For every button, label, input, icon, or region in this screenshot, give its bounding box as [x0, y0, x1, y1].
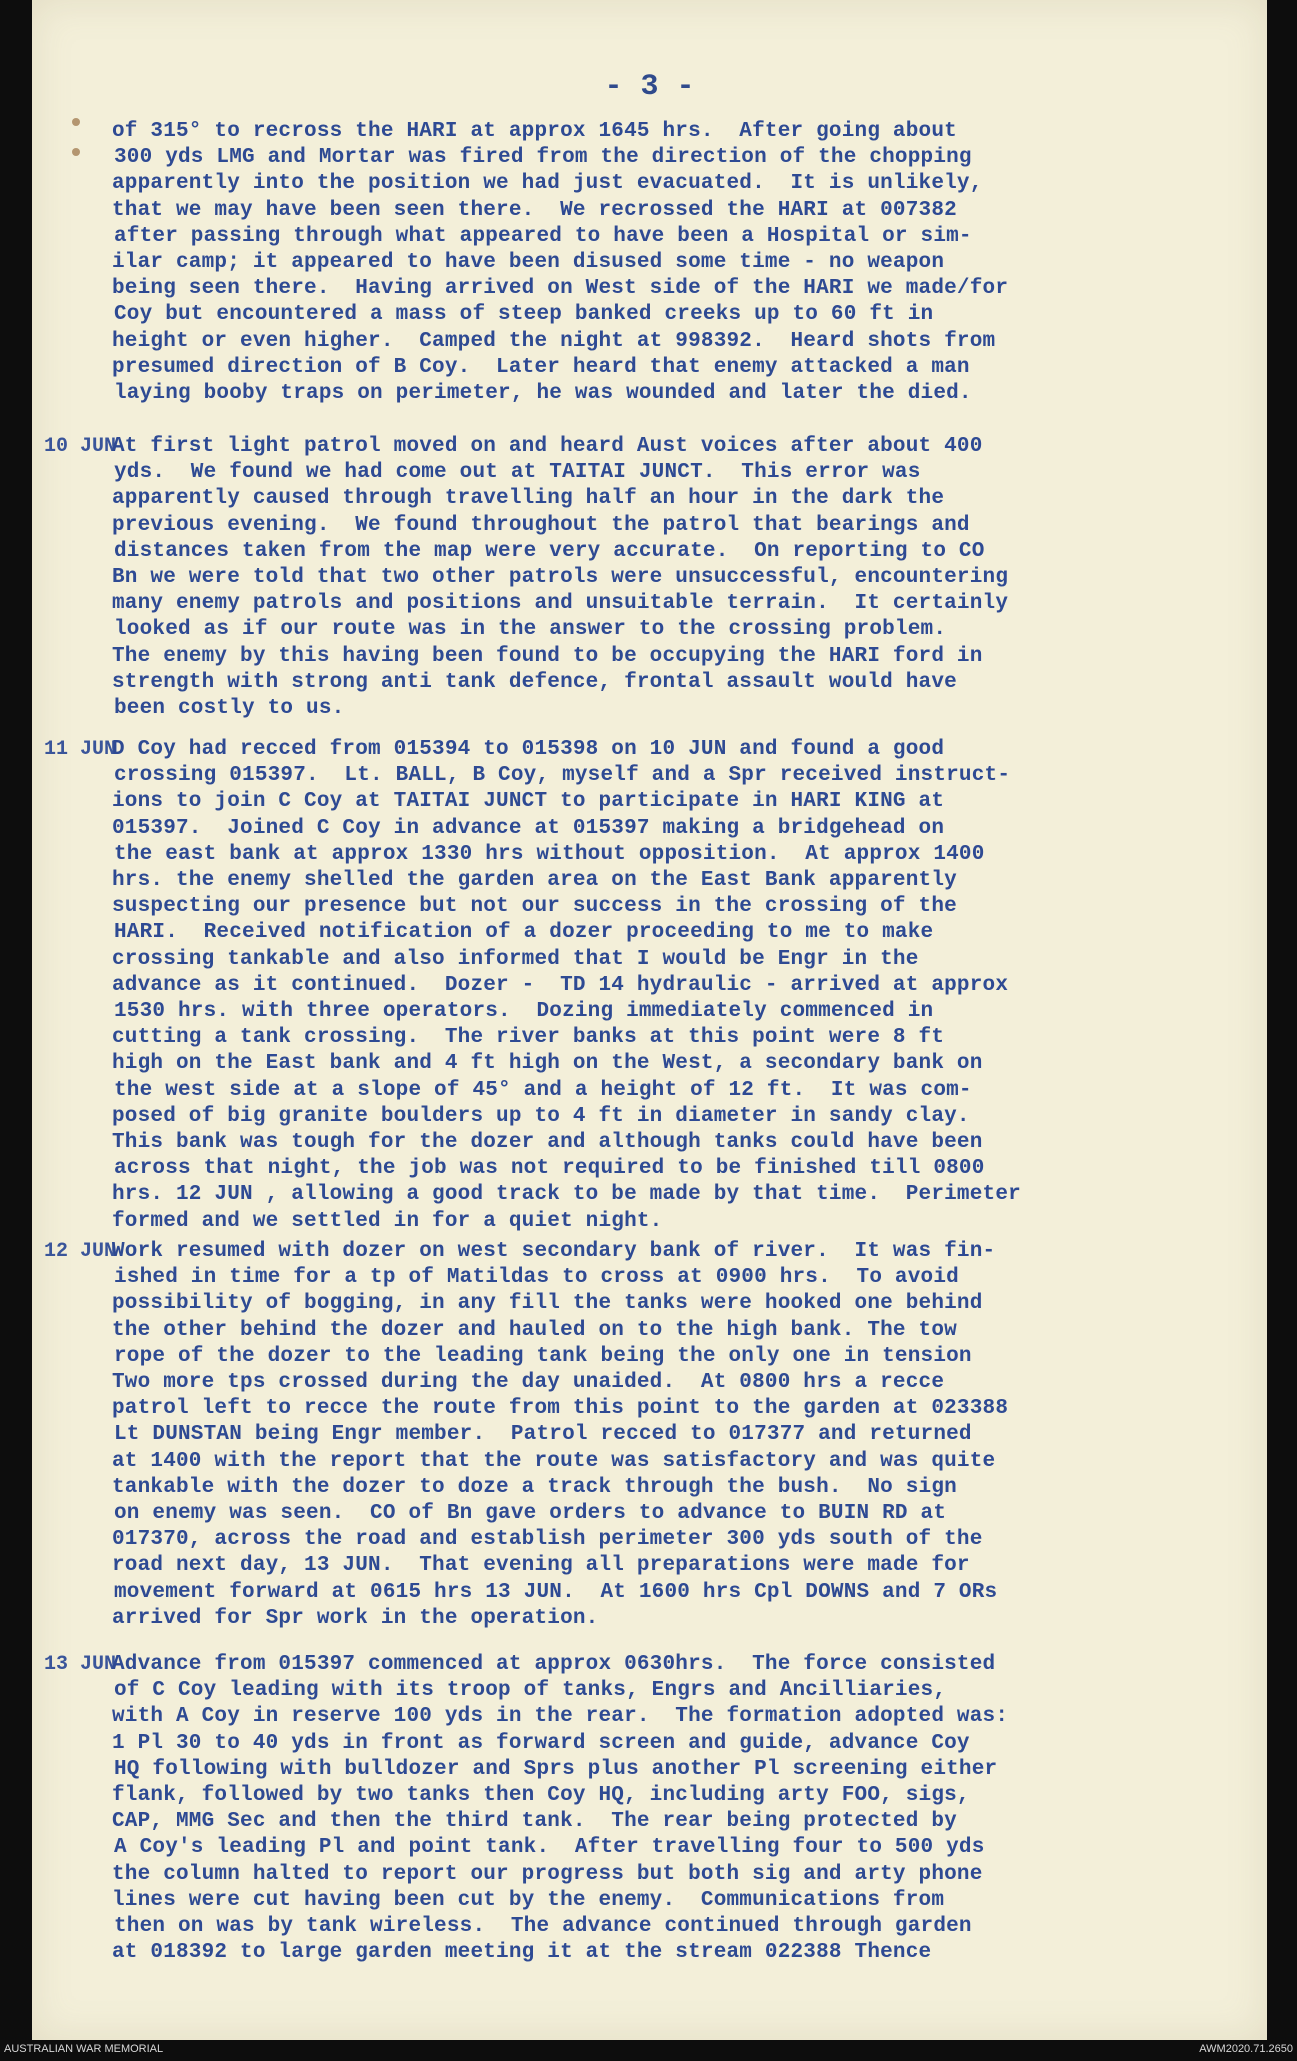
archive-reference: AWM2020.71.2650 — [1199, 2043, 1293, 2055]
text-line: HARI. Received notification of a dozer proceeding to me to make — [114, 921, 934, 945]
text-line: CAP, MMG Sec and then the third tank. The rear being protected by — [112, 1810, 957, 1834]
text-line: HQ following with bulldozer and Sprs plus another Pl screening either — [114, 1757, 998, 1781]
text-line: 1 Pl 30 to 40 yds in front as forward screen and guide, advance Coy — [112, 1731, 970, 1755]
text-line: presumed direction of B Coy. Later heard that enemy attacked a man — [112, 355, 970, 379]
text-line: across that night, the job was not required to be finished till 0800 — [114, 1157, 985, 1181]
text-line: hrs. the enemy shelled the garden area on the East Bank apparently — [112, 869, 957, 892]
text-line: advance as it continued. Dozer - TD 14 hydraulic - arrived at approx — [112, 973, 1009, 997]
text-line: At first light patrol moved on and heard Aust voices after about 400 — [112, 435, 983, 458]
text-line: previous evening. We found throughout the patrol that bearings and — [112, 513, 970, 537]
entry-date: 10 JUN — [44, 435, 117, 458]
text-line: Lt DUNSTAN being Engr member. Patrol recced to 017377 and returned — [114, 1423, 972, 1447]
text-line: rope of the dozer to the leading tank being the only one in tension — [114, 1344, 972, 1368]
punch-hole — [72, 148, 80, 156]
text-line: been costly to us. — [114, 697, 345, 720]
text-line: apparently into the position we had just evacuated. It is unlikely, — [112, 172, 983, 196]
text-line: the column halted to report our progress but both sig and arty phone — [112, 1862, 983, 1886]
text-line: apparently caused through travelling half an hour in the dark the — [112, 487, 945, 511]
text-line: Two more tps crossed during the day unaided. At 0800 hrs a recce — [112, 1371, 945, 1394]
text-line: 017370, across the road and establish perimeter 300 yds south of the — [112, 1528, 983, 1552]
archive-credit: AUSTRALIAN WAR MEMORIAL — [4, 2043, 164, 2055]
text-line: Work resumed with dozer on west secondary bank of river. It was fin- — [112, 1240, 996, 1263]
text-line: that we may have been seen there. We recrossed the HARI at 007382 — [112, 198, 957, 222]
text-line: Coy but encountered a mass of steep banked creeks up to 60 ft in — [114, 303, 934, 327]
page-number: - 3 - — [604, 70, 695, 104]
text-line: Bn we were told that two other patrols were unsuccessful, encountering — [112, 566, 1009, 589]
text-line: D Coy had recced from 015394 to 015398 on 10 JUN and found a good — [112, 738, 945, 761]
text-line: arrived for Spr work in the operation. — [112, 1606, 599, 1630]
text-line: crossing tankable and also informed that I would be Engr in the — [112, 947, 919, 971]
text-line: ions to join C Coy at TAITAI JUNCT to participate in HARI KING at — [112, 790, 945, 814]
text-line: crossing 015397. Lt. BALL, B Coy, myself and a Spr received instruct- — [114, 764, 1011, 788]
text-line: looked as if our route was in the answer to the crossing problem. — [114, 618, 947, 642]
text-line: then on was by tank wireless. The advance continued through garden — [114, 1915, 972, 1938]
text-line: The enemy by this having been found to be occupying the HARI ford in — [112, 644, 983, 668]
text-line: 1530 hrs. with three operators. Dozing immediately commenced in — [114, 1000, 934, 1023]
text-line: on enemy was seen. CO of Bn gave orders to advance to BUIN RD at — [114, 1502, 947, 1525]
document-page — [32, 0, 1267, 2040]
text-line: formed and we settled in for a quiet night. — [112, 1209, 663, 1233]
entry-date: 12 JUN — [44, 1240, 117, 1263]
text-line: at 018392 to large garden meeting it at the stream 022388 Thence — [112, 1941, 932, 1965]
text-line: strength with strong anti tank defence, frontal assault would have — [112, 670, 957, 694]
text-line: road next day, 13 JUN. That evening all preparations were made for — [112, 1554, 970, 1578]
text-line: height or even higher. Camped the night at 998392. Heard shots from — [112, 329, 996, 353]
text-line: A Coy's leading Pl and point tank. After travelling four to 500 yds — [114, 1836, 985, 1860]
text-line: possibility of bogging, in any fill the tanks were hooked one behind — [112, 1292, 983, 1316]
text-line: yds. We found we had come out at TAITAI JUNCT. This error was — [114, 461, 921, 485]
text-line: tankable with the dozer to doze a track through the bush. No sign — [112, 1475, 957, 1499]
text-line: many enemy patrols and positions and unsuitable terrain. It certainly — [112, 592, 1009, 616]
text-line: patrol left to recce the route from this point to the garden at 023388 — [112, 1397, 1009, 1421]
text-line: lines were cut having been cut by the enemy. Communications from — [112, 1888, 945, 1912]
text-line: ished in time for a tp of Matildas to cross at 0900 hrs. To avoid — [114, 1266, 959, 1290]
text-line: Advance from 015397 commenced at approx 0630hrs. The force consisted — [112, 1653, 996, 1676]
text-line: posed of big granite boulders up to 4 ft in diameter in sandy clay. — [112, 1104, 970, 1128]
text-line: cutting a tank crossing. The river banks at this point were 8 ft — [112, 1026, 945, 1050]
text-line: hrs. 12 JUN , allowing a good track to be made by that time. Perimeter — [112, 1183, 1021, 1207]
text-line: suspecting our presence but not our success in the crossing of the — [112, 895, 957, 919]
text-line: movement forward at 0615 hrs 13 JUN. At 1600 hrs Cpl DOWNS and 7 ORs — [114, 1580, 998, 1604]
text-line: 300 yds LMG and Mortar was fired from the direction of the chopping — [114, 146, 972, 170]
text-line: laying booby traps on perimeter, he was wounded and later the died. — [114, 382, 972, 405]
text-line: high on the East bank and 4 ft high on the West, a secondary bank on — [112, 1052, 983, 1076]
text-line: after passing through what appeared to have been a Hospital or sim- — [114, 224, 972, 248]
text-line: the east bank at approx 1330 hrs without opposition. At approx 1400 — [114, 842, 985, 866]
text-line: This bank was tough for the dozer and although tanks could have been — [112, 1131, 983, 1154]
text-line: distances taken from the map were very accurate. On reporting to CO — [114, 539, 985, 563]
text-line: flank, followed by two tanks then Coy HQ, including arty FOO, sigs, — [112, 1784, 970, 1807]
entry-date: 13 JUN — [44, 1653, 117, 1676]
text-line: the west side at a slope of 45° and a height of 12 ft. It was com- — [114, 1078, 972, 1102]
text-line: 015397. Joined C Coy in advance at 015397 making a bridgehead on — [112, 816, 945, 840]
text-line: with A Coy in reserve 100 yds in the rear. The formation adopted was: — [112, 1705, 1009, 1729]
text-line: of 315° to recross the HARI at approx 1645 hrs. After going about — [112, 120, 957, 143]
text-line: of C Coy leading with its troop of tanks, Engrs and Ancilliaries, — [114, 1679, 947, 1703]
text-line: at 1400 with the report that the route was satisfactory and was quite — [112, 1449, 996, 1473]
entry-date: 11 JUN — [44, 738, 117, 761]
text-line: being seen there. Having arrived on West side of the HARI we made/for — [112, 277, 1009, 301]
text-line: the other behind the dozer and hauled on to the high bank. The tow — [112, 1318, 957, 1342]
punch-hole — [72, 118, 80, 126]
text-line: ilar camp; it appeared to have been disused some time - no weapon — [112, 251, 945, 274]
